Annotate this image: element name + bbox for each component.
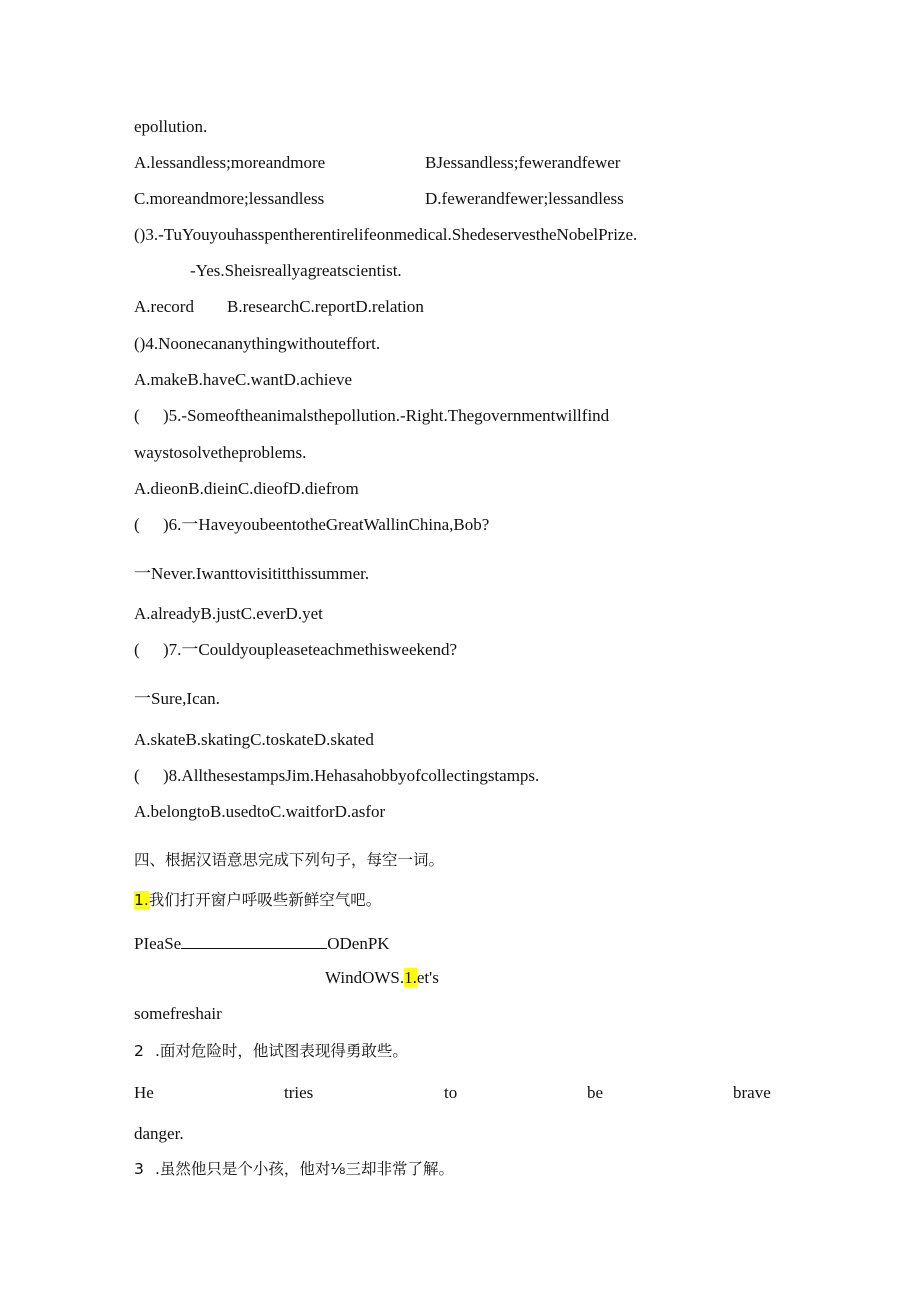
s4-item2-word-2: tries: [284, 1083, 314, 1102]
s4-item3-chinese: .虽然他只是个小孩，他对⅛三却非常了解。: [155, 1160, 454, 1178]
q2-option-d: D.fewerandfewer;lessandless: [425, 189, 624, 208]
q5-paren: (: [134, 406, 140, 425]
s4-item1-english-line3: somefreshair: [134, 1004, 222, 1023]
s4-item1-eng-line2-end: et's: [416, 968, 439, 987]
q7-reply: 一Sure,Ican.: [134, 689, 220, 708]
s4-item2-word-4: be: [587, 1083, 604, 1102]
s4-item1-chinese: [134, 889, 381, 911]
q3-options-rest: B.researchC.reportD.relation: [227, 297, 424, 316]
s4-item3-number: 3: [134, 1160, 144, 1178]
q4-options: A.makeB.haveC.wantD.achieve: [134, 370, 353, 389]
q6-stem: )6.一HaveyoubeentotheGreatWallinChina,Bob?: [163, 515, 490, 534]
section4-heading: 四、根据汉语意思完成下列句子，每空一词。: [134, 851, 445, 869]
q3-stem: ()3.-TuYouyouhasspentherentirelifeonmedical.ShedeservestheNobelPrize.: [134, 225, 638, 244]
s4-item2-word-1: He: [134, 1083, 154, 1102]
q8-stem: )8.AllthesestampsJim.Hehasahobbyofcollectingstamps.: [163, 766, 540, 785]
s4-item1-text: 我们打开窗户呼吸些新鲜空气吧。: [148, 891, 382, 909]
q2-option-a: A.lessandless;moreandmore: [134, 153, 326, 172]
s4-item1-english-line1: [134, 932, 390, 955]
q5-stem-cont: waystosolvetheproblems.: [134, 443, 307, 462]
q2-option-b: BJessandless;fewerandfewer: [425, 153, 621, 172]
s4-item1-eng-start: PIeaSe: [134, 934, 182, 953]
q6-paren: (: [134, 515, 140, 534]
s4-item1-eng-line2-start: WindOWS.: [325, 968, 405, 987]
q7-options: A.skateB.skatingC.toskateD.skated: [134, 730, 374, 749]
s4-item2-number: 2: [134, 1042, 144, 1060]
s4-item2-chinese: .面对危险时，他试图表现得勇敢些。: [155, 1042, 408, 1060]
s4-item1-eng-line2-highlight: 1.: [404, 968, 417, 987]
q6-reply: 一Never.Iwanttovisititthissummer.: [134, 564, 370, 583]
q8-options: A.belongtoB.usedtoC.waitforD.asfor: [134, 802, 386, 821]
q8-paren: (: [134, 766, 140, 785]
q5-options: A.dieonB.dieinC.dieofD.diefrom: [134, 479, 359, 498]
s4-item2-word-5: brave: [733, 1083, 771, 1102]
q7-paren: (: [134, 640, 140, 659]
answer-blank[interactable]: [181, 932, 327, 949]
q5-stem: )5.-Someoftheanimalsthepollution.-Right.Thegovernmentwillfind: [163, 406, 610, 425]
q7-stem: )7.一Couldyoupleaseteachmethisweekend?: [163, 640, 458, 659]
q3-reply: -Yes.Sheisreallyagreatscientist.: [190, 261, 402, 280]
s4-item2-line2: danger.: [134, 1124, 184, 1143]
s4-item1-number: 1.: [134, 891, 149, 909]
q3-option-a: A.record: [134, 297, 194, 316]
s4-item1-english-line2: [325, 967, 439, 989]
s4-item2-word-3: to: [444, 1083, 458, 1102]
q4-stem: ()4.Noonecananythingwithouteffort.: [134, 334, 381, 353]
q6-options: A.alreadyB.justC.everD.yet: [134, 604, 323, 623]
q2-stem-tail: epollution.: [134, 117, 208, 136]
q2-option-c: C.moreandmore;lessandless: [134, 189, 325, 208]
s4-item1-eng-mid: ODenPK: [327, 934, 390, 953]
